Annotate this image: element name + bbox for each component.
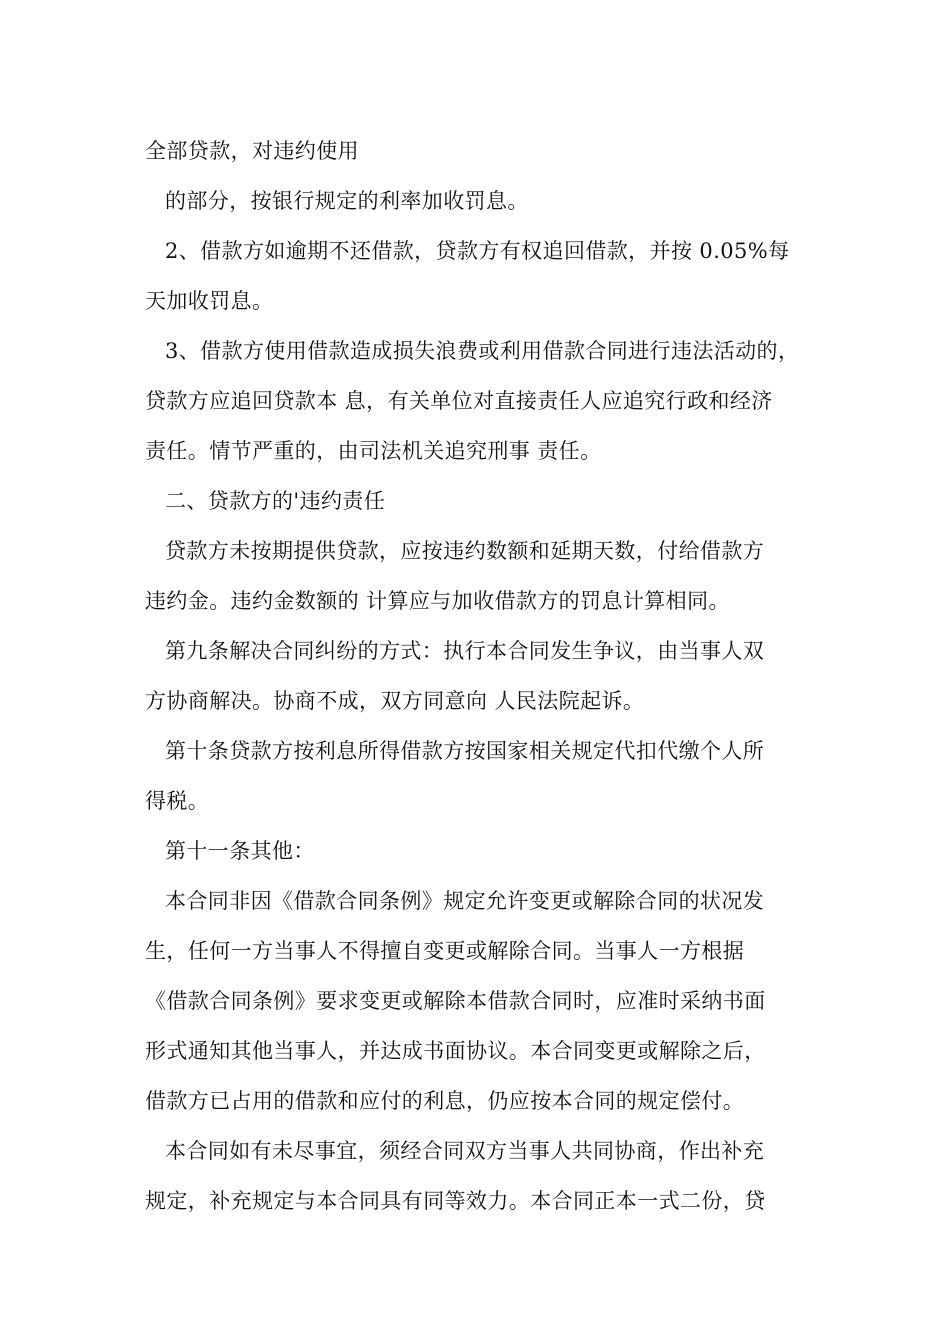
text-line: 3、借款方使用借款造成损失浪费或利用借款合同进行违法活动的， [165, 339, 800, 363]
text-line: 天加收罚息。 [145, 289, 274, 313]
text-line: 本合同如有未尽事宜，须经合同双方当事人共同协商，作出补充 [165, 1139, 765, 1163]
text-line: 《借款合同条例》要求变更或解除本借款合同时，应准时采纳书面 [145, 989, 766, 1013]
text-line: 全部贷款，对违约使用 [145, 139, 359, 163]
text-line: 借款方已占用的借款和应付的利息，仍应按本合同的规定偿付。 [145, 1089, 745, 1113]
text-line: 形式通知其他当事人，并达成书面协议。本合同变更或解除之后， [145, 1039, 766, 1063]
text-line: 的部分，按银行规定的利率加收罚息。 [165, 189, 529, 213]
text-line: 责任。情节严重的，由司法机关追究刑事 责任。 [145, 439, 602, 463]
text-line: 第九条解决合同纠纷的方式：执行本合同发生争议，由当事人双 [165, 639, 765, 663]
text-line: 规定，补充规定与本合同具有同等效力。本合同正本一式二份，贷 [145, 1189, 766, 1213]
text-line: 得税。 [145, 789, 210, 813]
text-line: 生，任何一方当事人不得擅自变更或解除合同。当事人一方根据 [145, 939, 745, 963]
section-heading: 二、贷款方的'违约责任 [165, 489, 386, 513]
text-line: 本合同非因《借款合同条例》规定允许变更或解除合同的状况发 [165, 889, 765, 913]
text-line: 2、借款方如逾期不还借款，贷款方有权追回借款，并按 0.05%每 [165, 239, 790, 263]
text-line: 方协商解决。协商不成，双方同意向 人民法院起诉。 [145, 689, 645, 713]
text-line: 第十条贷款方按利息所得借款方按国家相关规定代扣代缴个人所 [165, 739, 765, 763]
text-line: 贷款方未按期提供贷款，应按违约数额和延期天数，付给借款方 [165, 539, 765, 563]
section-heading: 第十一条其他： [165, 839, 315, 863]
text-line: 贷款方应追回贷款本 息，有关单位对直接责任人应追究行政和经济 [145, 389, 773, 413]
text-line: 违约金。违约金数额的 计算应与加收借款方的罚息计算相同。 [145, 589, 730, 613]
